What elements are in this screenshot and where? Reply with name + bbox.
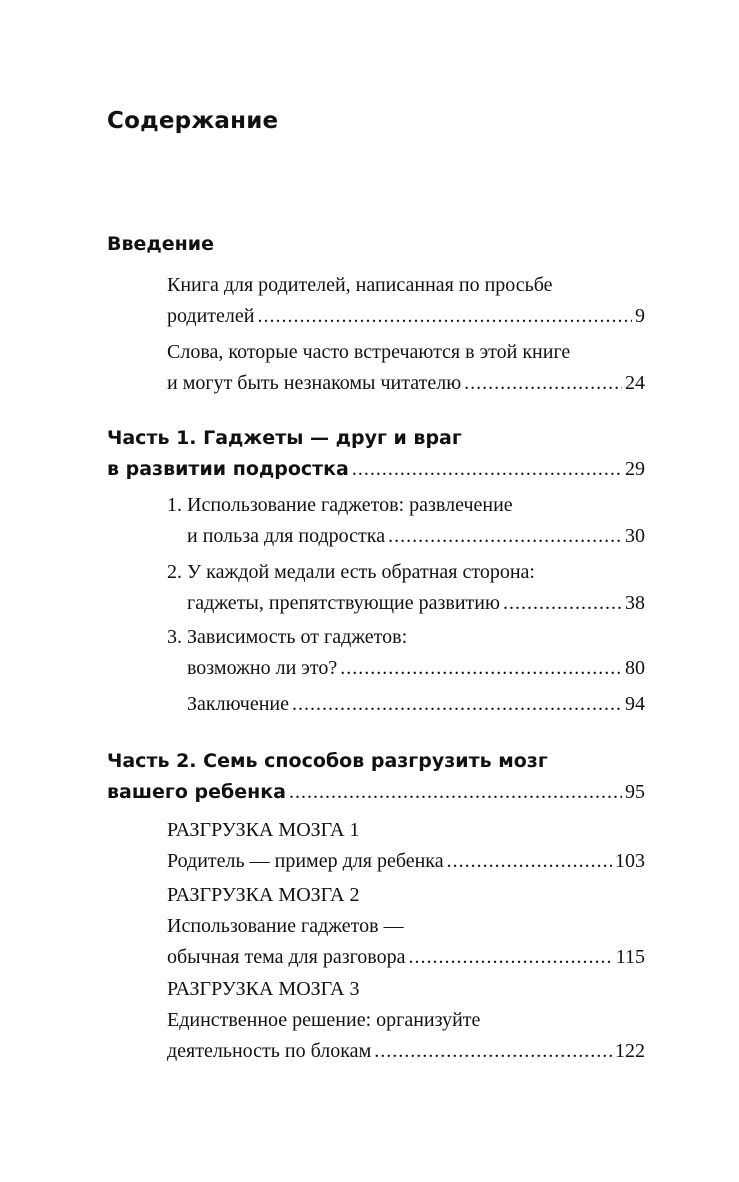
page-number: 122 [615, 1040, 645, 1062]
leader-dots [289, 777, 622, 808]
page-number: 80 [625, 657, 645, 679]
page-number: 115 [615, 946, 645, 968]
entry-line: и могут быть незнакомы читателю [167, 372, 462, 394]
entry-line: Единственное решение: организуйте [167, 1009, 481, 1031]
page-number: 38 [625, 592, 645, 614]
page-number: 94 [625, 693, 645, 715]
part-title-line: Часть 2. Семь способов разгрузить мозг [107, 750, 548, 772]
section-label: РАЗГРУЗКА МОЗГА 3 [167, 978, 360, 1000]
part-title-line: в развитии подростка [107, 458, 349, 480]
leader-dots [352, 454, 622, 485]
page-number: 9 [635, 305, 645, 327]
toc-entry-conclusion[interactable] [167, 689, 645, 720]
leader-dots [409, 942, 613, 973]
entry-line: и польза для подростка [187, 525, 386, 547]
section-label: РАЗГРУЗКА МОЗГА 2 [167, 884, 360, 906]
part-title-line: Часть 1. Гаджеты — друг и враг [107, 427, 462, 449]
toc-entry-chapter-1[interactable] [167, 490, 645, 552]
toc-entry-brain-3[interactable] [167, 974, 645, 1067]
section-label: РАЗГРУЗКА МОЗГА 1 [167, 819, 360, 841]
leader-dots [447, 846, 612, 877]
leader-dots [340, 653, 622, 684]
entry-line: обычная тема для разговора [167, 946, 406, 968]
toc-entry-intro-2[interactable] [167, 337, 645, 399]
page-number: 95 [625, 781, 645, 803]
entry-line: Использование гаджетов — [167, 915, 404, 937]
chapter-number: 2. [167, 561, 182, 583]
leader-dots [503, 588, 622, 619]
part1-heading[interactable] [107, 423, 645, 485]
part-title-line: вашего ребенка [107, 781, 286, 803]
entry-line: Книга для родителей, написанная по просьбе [167, 274, 553, 296]
entry-line: Зависимость от гаджетов: [187, 626, 408, 648]
entry-line: Использование гаджетов: развлечение [187, 494, 513, 516]
page-title: Содержание [107, 108, 279, 134]
leader-dots [464, 368, 622, 399]
toc-entry-brain-1[interactable] [167, 815, 645, 877]
entry-line: родителей [167, 305, 255, 327]
chapter-number: 1. [167, 494, 182, 516]
page-number: 29 [625, 458, 645, 480]
entry-line: Родитель — пример для ребенка [167, 850, 444, 872]
page-number: 24 [625, 372, 645, 394]
part2-heading[interactable] [107, 746, 645, 808]
entry-line: деятельность по блокам [167, 1040, 372, 1062]
toc-entry-chapter-3[interactable] [167, 622, 645, 684]
entry-line: У каждой медали есть обратная сторона: [187, 561, 535, 583]
page-number: 103 [615, 850, 645, 872]
leader-dots [292, 689, 622, 720]
leader-dots [257, 301, 632, 332]
leader-dots [388, 521, 622, 552]
page-number: 30 [625, 525, 645, 547]
leader-dots [374, 1036, 612, 1067]
entry-line: гаджеты, препятствующие развитию [187, 592, 500, 614]
entry-line: Слова, которые часто встречаются в этой книге [167, 341, 571, 363]
toc-entry-chapter-2[interactable] [167, 557, 645, 619]
entry-line: возможно ли это? [187, 657, 338, 679]
intro-heading: Введение [107, 233, 214, 255]
toc-entry-brain-2[interactable] [167, 880, 645, 973]
chapter-number: 3. [167, 626, 182, 648]
toc-entry-intro-1[interactable] [167, 270, 645, 332]
entry-line: Заключение [187, 693, 289, 715]
